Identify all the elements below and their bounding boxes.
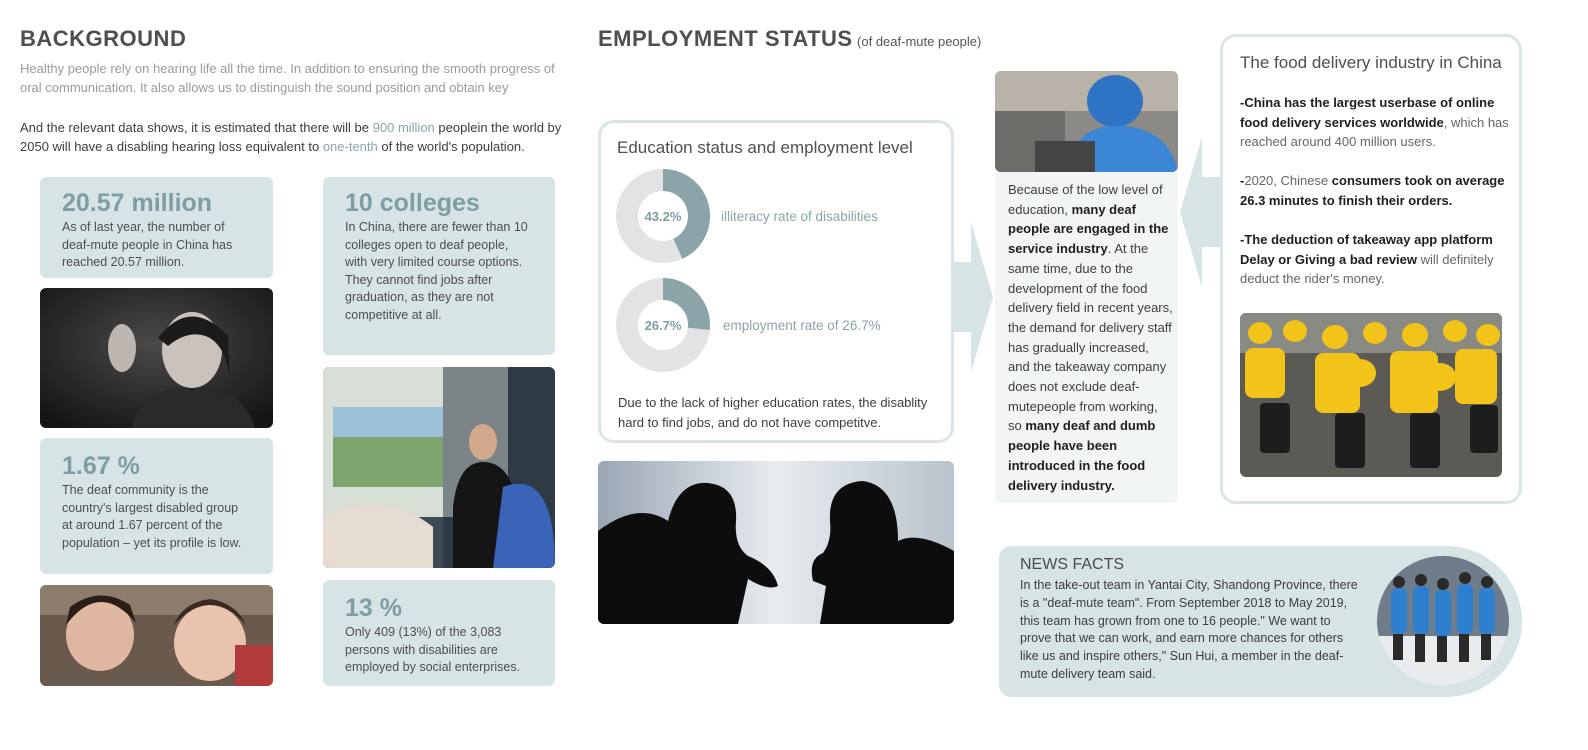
- photo-two-people-signing: [598, 461, 954, 624]
- background-stat: [20, 118, 570, 156]
- food-fact-3-bold: The deduction of takeaway app platform Delay or Giving a bad review: [1240, 232, 1493, 267]
- stat-card-value: 13 %: [345, 594, 402, 622]
- background-title: BACKGROUND: [20, 26, 187, 51]
- stat-card-text: Only 409 (13%) of the 3,083 persons with disabilities are employed by social enterprises.: [345, 625, 521, 674]
- arrow-left-icon: [1180, 137, 1220, 287]
- stat-highlight-one-tenth: one-tenth: [322, 139, 378, 154]
- food-delivery-title: The food delivery industry in China: [1240, 53, 1502, 72]
- food-fact-1: [1240, 93, 1515, 152]
- food-fact-2-year: 2020, Chinese: [1244, 173, 1332, 188]
- donut-employment-label: 26.7%: [644, 318, 682, 333]
- photo-classroom-teacher: [323, 367, 555, 568]
- middle-text-p1: Because of the low level of education,: [1008, 182, 1163, 217]
- stat-card-value: 10 colleges: [345, 189, 480, 217]
- food-fact-2-dash: -: [1240, 173, 1245, 188]
- photo-children: [40, 585, 273, 686]
- employment-header: [598, 26, 981, 52]
- employment-title: EMPLOYMENT STATUS: [598, 26, 853, 51]
- food-fact-3: [1240, 230, 1515, 289]
- news-facts-text: In the take-out team in Yantai City, Shandong Province, there is a "deaf-mute team". From September 2018 to May 2019, this team has grown from one to 16 people." We want to prove that we can work, and earn more chances for others like us and inspire others," Sun Hui, a member in the deaf-mute delivery team said.: [1020, 578, 1358, 681]
- food-fact-1-rest: , which has reached around 400 million users.: [1240, 114, 1509, 149]
- stat-card-colleges: [323, 177, 555, 355]
- news-facts-title: NEWS FACTS: [1020, 556, 1125, 573]
- photo-delivery-rider: [995, 71, 1178, 172]
- food-fact-1-bold: China has the largest userbase of online food delivery services worldwide: [1240, 95, 1495, 130]
- stat-card-value: 1.67 %: [62, 452, 140, 480]
- middle-text-b2: many deaf and dumb people have been introduced in the food delivery industry.: [1008, 418, 1156, 493]
- donut-charts: [613, 165, 943, 385]
- stat-card-employed-social: [323, 580, 555, 686]
- stat-card-value: 20.57 million: [62, 189, 213, 217]
- arrow-right-icon: [953, 222, 993, 372]
- stat-card-text: In China, there are fewer than 10 colleges open to deaf people, with very limited course options. They cannot find jobs after graduation, as they are not competitive at all.: [345, 220, 528, 322]
- middle-text-panel: [995, 172, 1178, 503]
- education-box-note: Due to the lack of higher education rates, the disablity hard to find jobs, and do not have competitve.: [618, 395, 928, 430]
- stat-pre: And the relevant data shows, it is estimated that there will be: [20, 120, 373, 135]
- stat-card-text: The deaf community is the country's largest disabled group at around 1.67 percent of the population – yet its profile is low.: [62, 483, 242, 550]
- middle-text: [1008, 180, 1174, 495]
- food-fact-1-dash: -: [1240, 95, 1245, 110]
- food-fact-2-bold: consumers took on average 26.3 minutes to finish their orders.: [1240, 173, 1505, 208]
- food-delivery-box: [1220, 34, 1522, 504]
- photo-delivery-riders-fleet: [1240, 313, 1502, 477]
- news-facts-panel: [999, 546, 1522, 697]
- background-intro: Healthy people rely on hearing life all the time. In addition to ensuring the smooth progress of oral communication. It also allows us to distinguish the sound position and obtain key: [20, 61, 555, 95]
- photo-woman-signing: [40, 288, 273, 428]
- donut-illiteracy-caption: illiteracy rate of disabilities: [721, 209, 878, 224]
- food-fact-3-rest: will definitely deduct the rider's money.: [1240, 251, 1494, 286]
- stat-card-deaf-population: [40, 177, 273, 278]
- employment-subtitle: (of deaf-mute people): [857, 34, 982, 49]
- stat-card-deaf-community: [40, 438, 273, 574]
- middle-text-p2: . At the same time, due to the development of the food delivery field in recent years, the demand for delivery staff has gradually increased, and the takeaway company does not exclude deaf-mutepeople from working, so: [1008, 241, 1173, 434]
- stat-highlight-900m: 900 million: [372, 120, 435, 135]
- middle-text-b1: many deaf people are engaged in the service industry: [1008, 201, 1169, 257]
- stat-mid: peoplein the world by 2050 will have a disabling hearing loss equivalent to: [20, 120, 562, 154]
- food-fact-2: [1240, 171, 1515, 210]
- donut-employment-caption: employment rate of 26.7%: [723, 318, 881, 333]
- food-fact-3-dash: -: [1240, 232, 1245, 247]
- stat-post: of the world's population.: [377, 139, 525, 154]
- donut-illiteracy-label: 43.2%: [644, 209, 682, 224]
- education-employment-box: [598, 120, 954, 443]
- stat-card-text: As of last year, the number of deaf-mute people in China has reached 20.57 million.: [62, 220, 233, 269]
- education-box-title: Education status and employment level: [617, 138, 913, 157]
- photo-deaf-mute-team: [1377, 556, 1509, 686]
